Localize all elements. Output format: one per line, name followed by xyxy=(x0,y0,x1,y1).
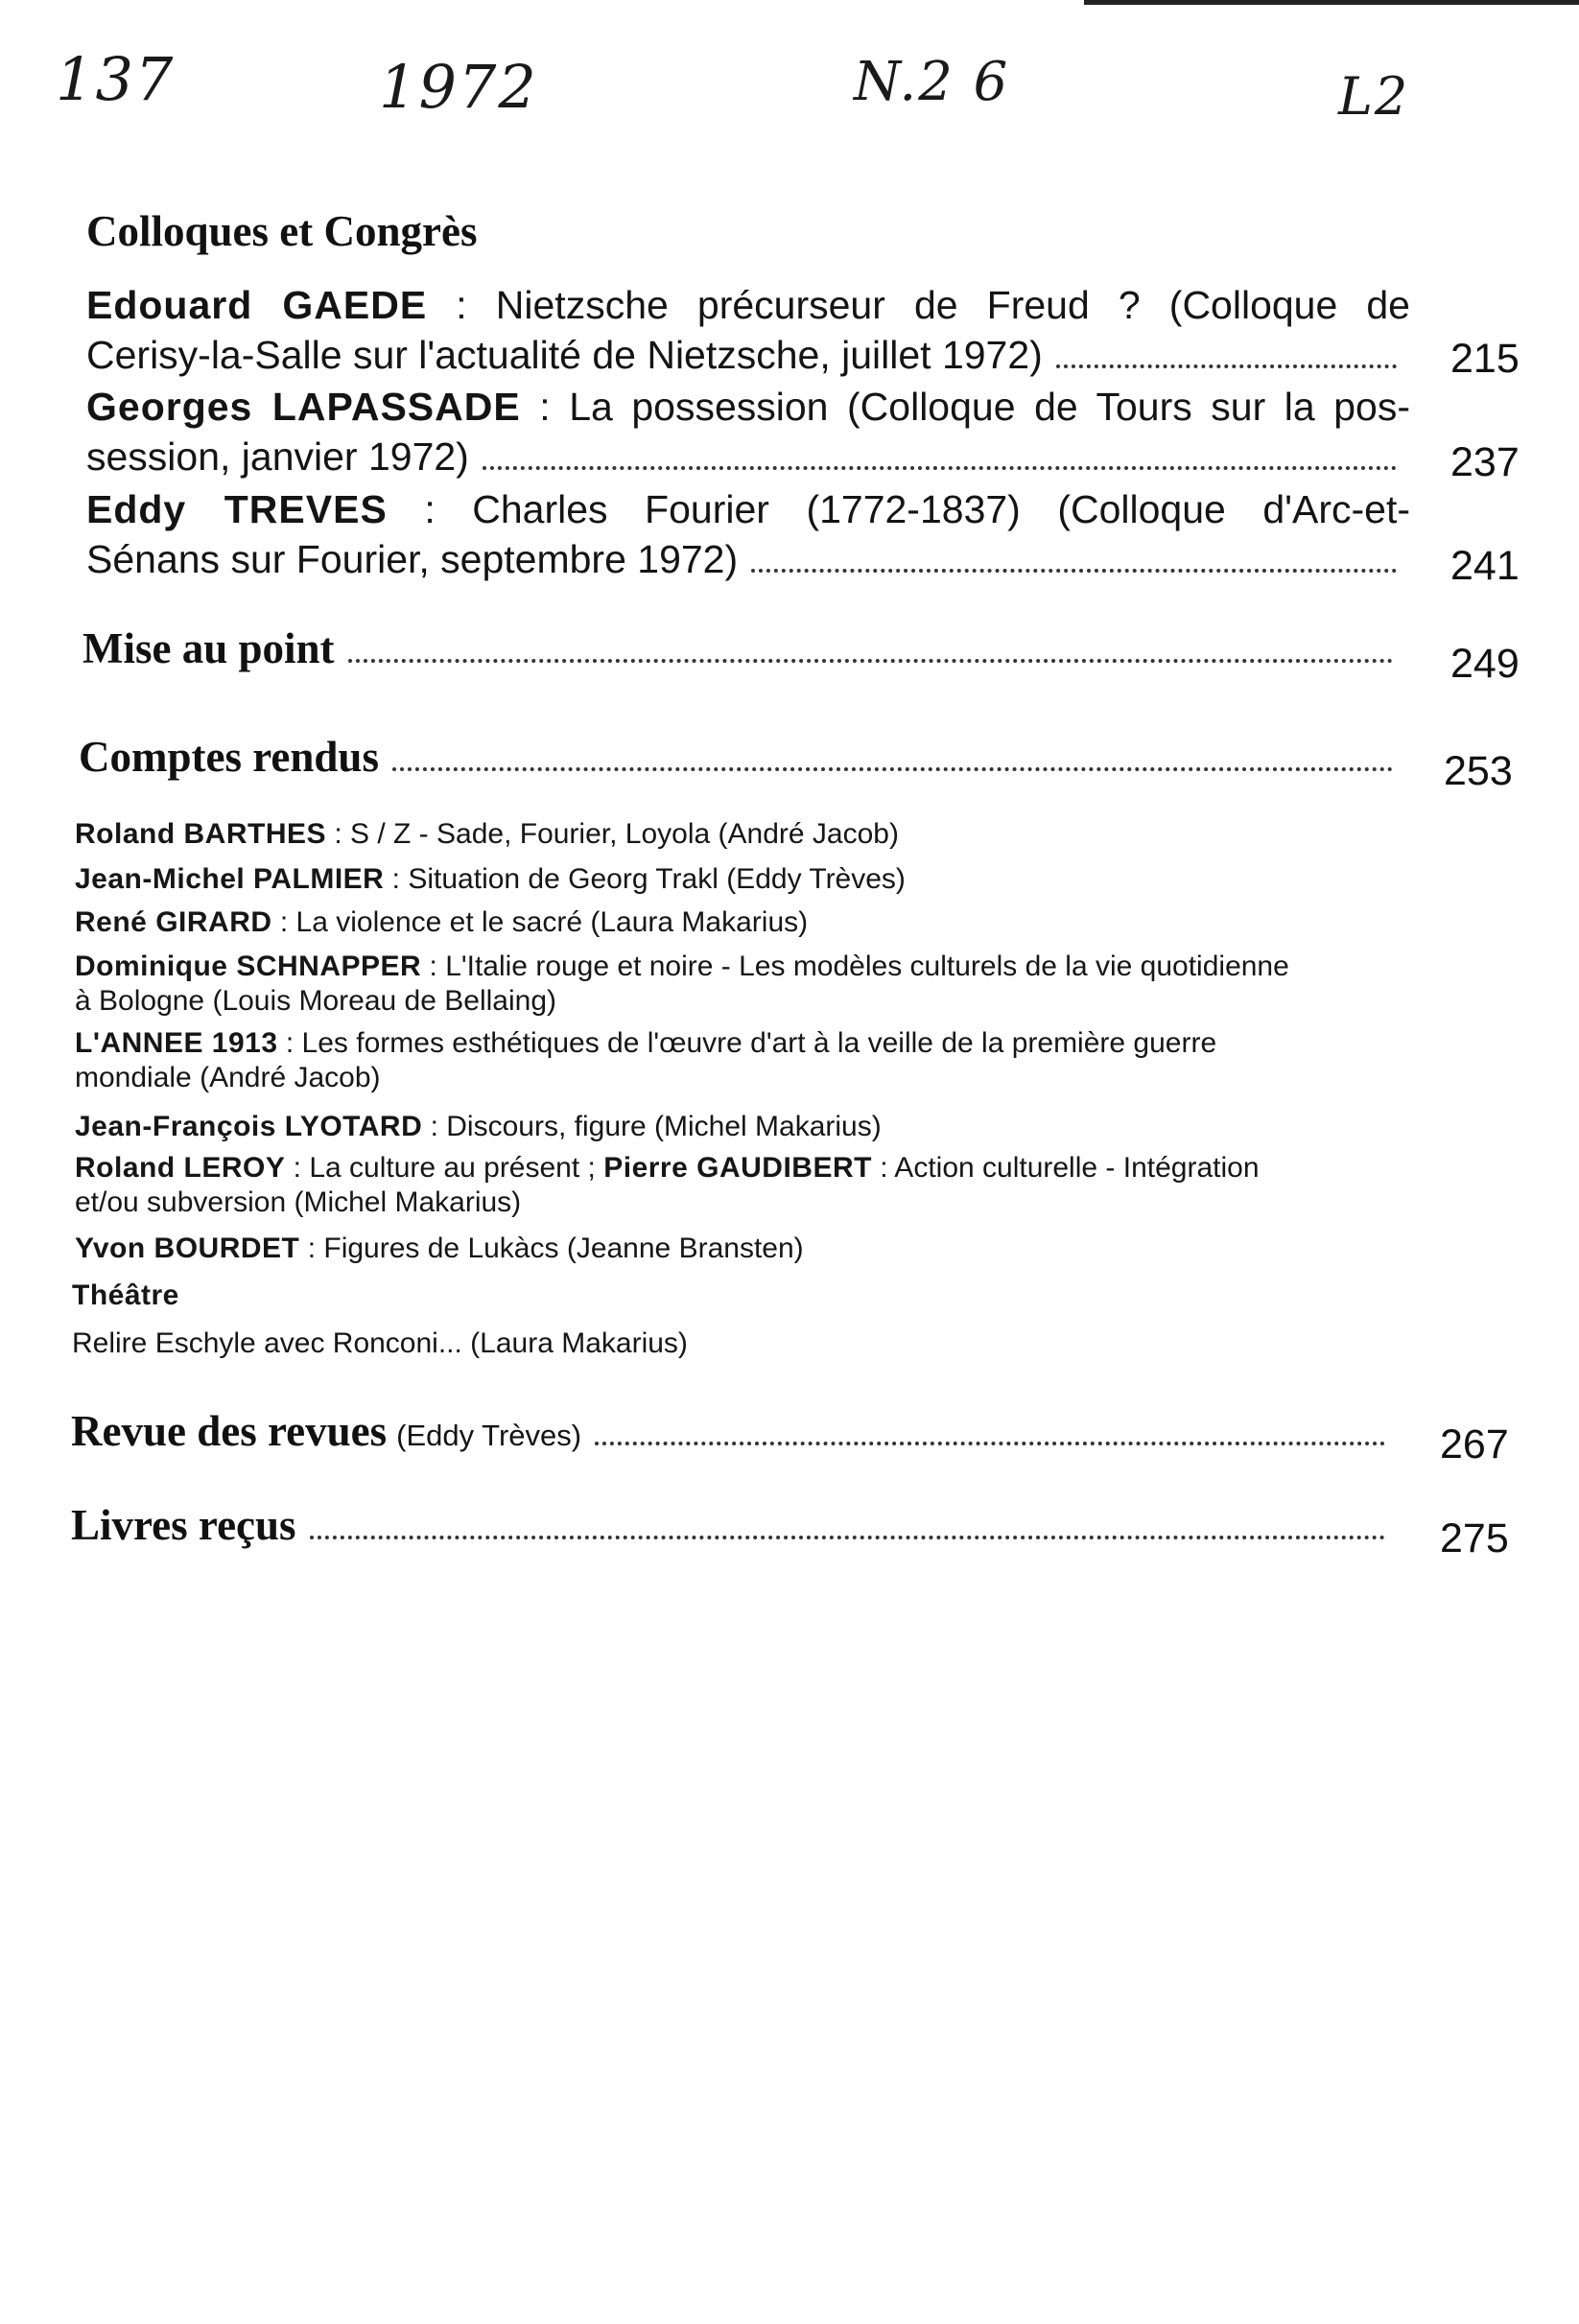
entry-title-cont: Sénans sur Fourier, septembre 1972) xyxy=(86,537,739,581)
scan-edge-line xyxy=(1084,0,1579,5)
theatre-text: Relire Eschyle avec Ronconi... (Laura Makarius) xyxy=(72,1327,688,1359)
review-text: : Action culturelle - Intégration xyxy=(871,1152,1260,1184)
section-heading-revue-des-revues: Revue des revues xyxy=(71,1407,388,1455)
review-author: Dominique SCHNAPPER xyxy=(75,951,422,982)
toc-row-revue-des-revues xyxy=(71,1406,1399,1456)
review-author: René GIRARD xyxy=(75,906,272,938)
review-text: : Figures de Lukàcs (Jeanne Bransten) xyxy=(299,1232,804,1264)
entry-second-line xyxy=(86,534,1410,584)
entry-first-line xyxy=(86,382,1410,432)
page-number: 275 xyxy=(1440,1515,1509,1561)
colloque-entry xyxy=(86,484,1410,584)
review-author: Roland BARTHES xyxy=(75,818,326,850)
review-item xyxy=(75,905,1399,940)
review-text: : La violence et le sacré (Laura Makarius) xyxy=(271,906,809,938)
review-text: : Les formes esthétiques de l'œuvre d'art à la veille de la première guerre xyxy=(277,1027,1217,1059)
dot-leader xyxy=(1056,364,1397,368)
entry-author: Edouard GAEDE xyxy=(86,283,428,327)
toc-row-livres-recus xyxy=(71,1500,1399,1550)
review-text: : L'Italie rouge et noire - Les modèles culturels de la vie quotidienne xyxy=(421,951,1289,982)
review-author: L'ANNEE 1913 xyxy=(75,1027,278,1059)
review-item xyxy=(75,950,1399,1019)
page-number: 253 xyxy=(1444,748,1513,794)
colloque-entry xyxy=(86,382,1410,481)
review-item xyxy=(75,817,1399,852)
dot-leader xyxy=(348,659,1393,663)
theatre-heading: Théâtre xyxy=(72,1279,179,1311)
entry-title: : La possession (Colloque de Tours sur la pos- xyxy=(520,385,1410,429)
section-heading-comptes-rendus: Comptes rendus xyxy=(79,733,379,781)
entry-title-cont: Cerisy-la-Salle sur l'actualité de Nietzsche, juillet 1972) xyxy=(86,333,1043,377)
section-note: (Eddy Trèves) xyxy=(396,1419,582,1452)
section-heading-colloques: Colloques et Congrès xyxy=(86,207,478,255)
review-author: Jean-Michel PALMIER xyxy=(75,863,385,895)
review-text-cont: à Bologne (Louis Moreau de Bellaing) xyxy=(75,985,556,1017)
review-author: Yvon BOURDET xyxy=(75,1232,300,1264)
entry-second-line xyxy=(86,330,1410,380)
handwritten-year: 1972 xyxy=(379,52,538,122)
entry-author: Georges LAPASSADE xyxy=(86,385,521,429)
handwritten-ref-number: 137 xyxy=(56,44,176,114)
review-item xyxy=(75,1232,1399,1266)
entry-first-line xyxy=(86,280,1410,330)
dot-leader xyxy=(595,1442,1385,1445)
review-author: Pierre GAUDIBERT xyxy=(603,1152,872,1184)
toc-row-comptes-rendus xyxy=(79,732,1406,782)
review-text: : S / Z - Sade, Fourier, Loyola (André Jacob) xyxy=(326,818,899,850)
page-number: 249 xyxy=(1450,641,1520,687)
review-item xyxy=(75,1110,1399,1144)
review-author: Roland LEROY xyxy=(75,1152,286,1184)
review-text-cont: mondiale (André Jacob) xyxy=(75,1062,381,1093)
handwritten-mark: L2 xyxy=(1338,66,1410,127)
review-author: Jean-François LYOTARD xyxy=(75,1111,423,1142)
entry-first-line xyxy=(86,484,1410,534)
toc-row-mise-au-point xyxy=(82,623,1406,673)
review-item xyxy=(75,1026,1399,1095)
dot-leader xyxy=(392,767,1393,771)
page-number: 241 xyxy=(1450,543,1520,589)
page-number: 215 xyxy=(1450,336,1520,382)
entry-title-cont: session, janvier 1972) xyxy=(86,434,469,479)
review-text: : Discours, figure (Michel Makarius) xyxy=(422,1111,882,1142)
page-number: 267 xyxy=(1440,1421,1509,1467)
review-item xyxy=(75,862,1399,897)
entry-title: : Charles Fourier (1772-1837) (Colloque d'Arc-et- xyxy=(387,487,1410,531)
entry-author: Eddy TREVES xyxy=(86,487,388,531)
page-number: 237 xyxy=(1450,439,1520,485)
section-heading-livres-recus: Livres reçus xyxy=(71,1501,296,1549)
review-text-cont: et/ou subversion (Michel Makarius) xyxy=(75,1186,522,1218)
dot-leader xyxy=(751,569,1397,573)
dot-leader xyxy=(310,1536,1385,1539)
colloque-entry xyxy=(86,280,1410,380)
entry-second-line xyxy=(86,432,1410,481)
theatre-label xyxy=(72,1279,1396,1313)
review-item xyxy=(75,1151,1399,1220)
entry-title: : Nietzsche précurseur de Freud ? (Colloque de xyxy=(427,283,1410,327)
review-text: : La culture au présent ; xyxy=(285,1152,604,1184)
dot-leader xyxy=(483,466,1397,470)
handwritten-issue: N.2 6 xyxy=(854,51,1010,113)
section-heading-mise-au-point: Mise au point xyxy=(82,624,335,672)
theatre-item xyxy=(72,1326,1396,1361)
review-text: : Situation de Georg Trakl (Eddy Trèves) xyxy=(384,863,906,895)
